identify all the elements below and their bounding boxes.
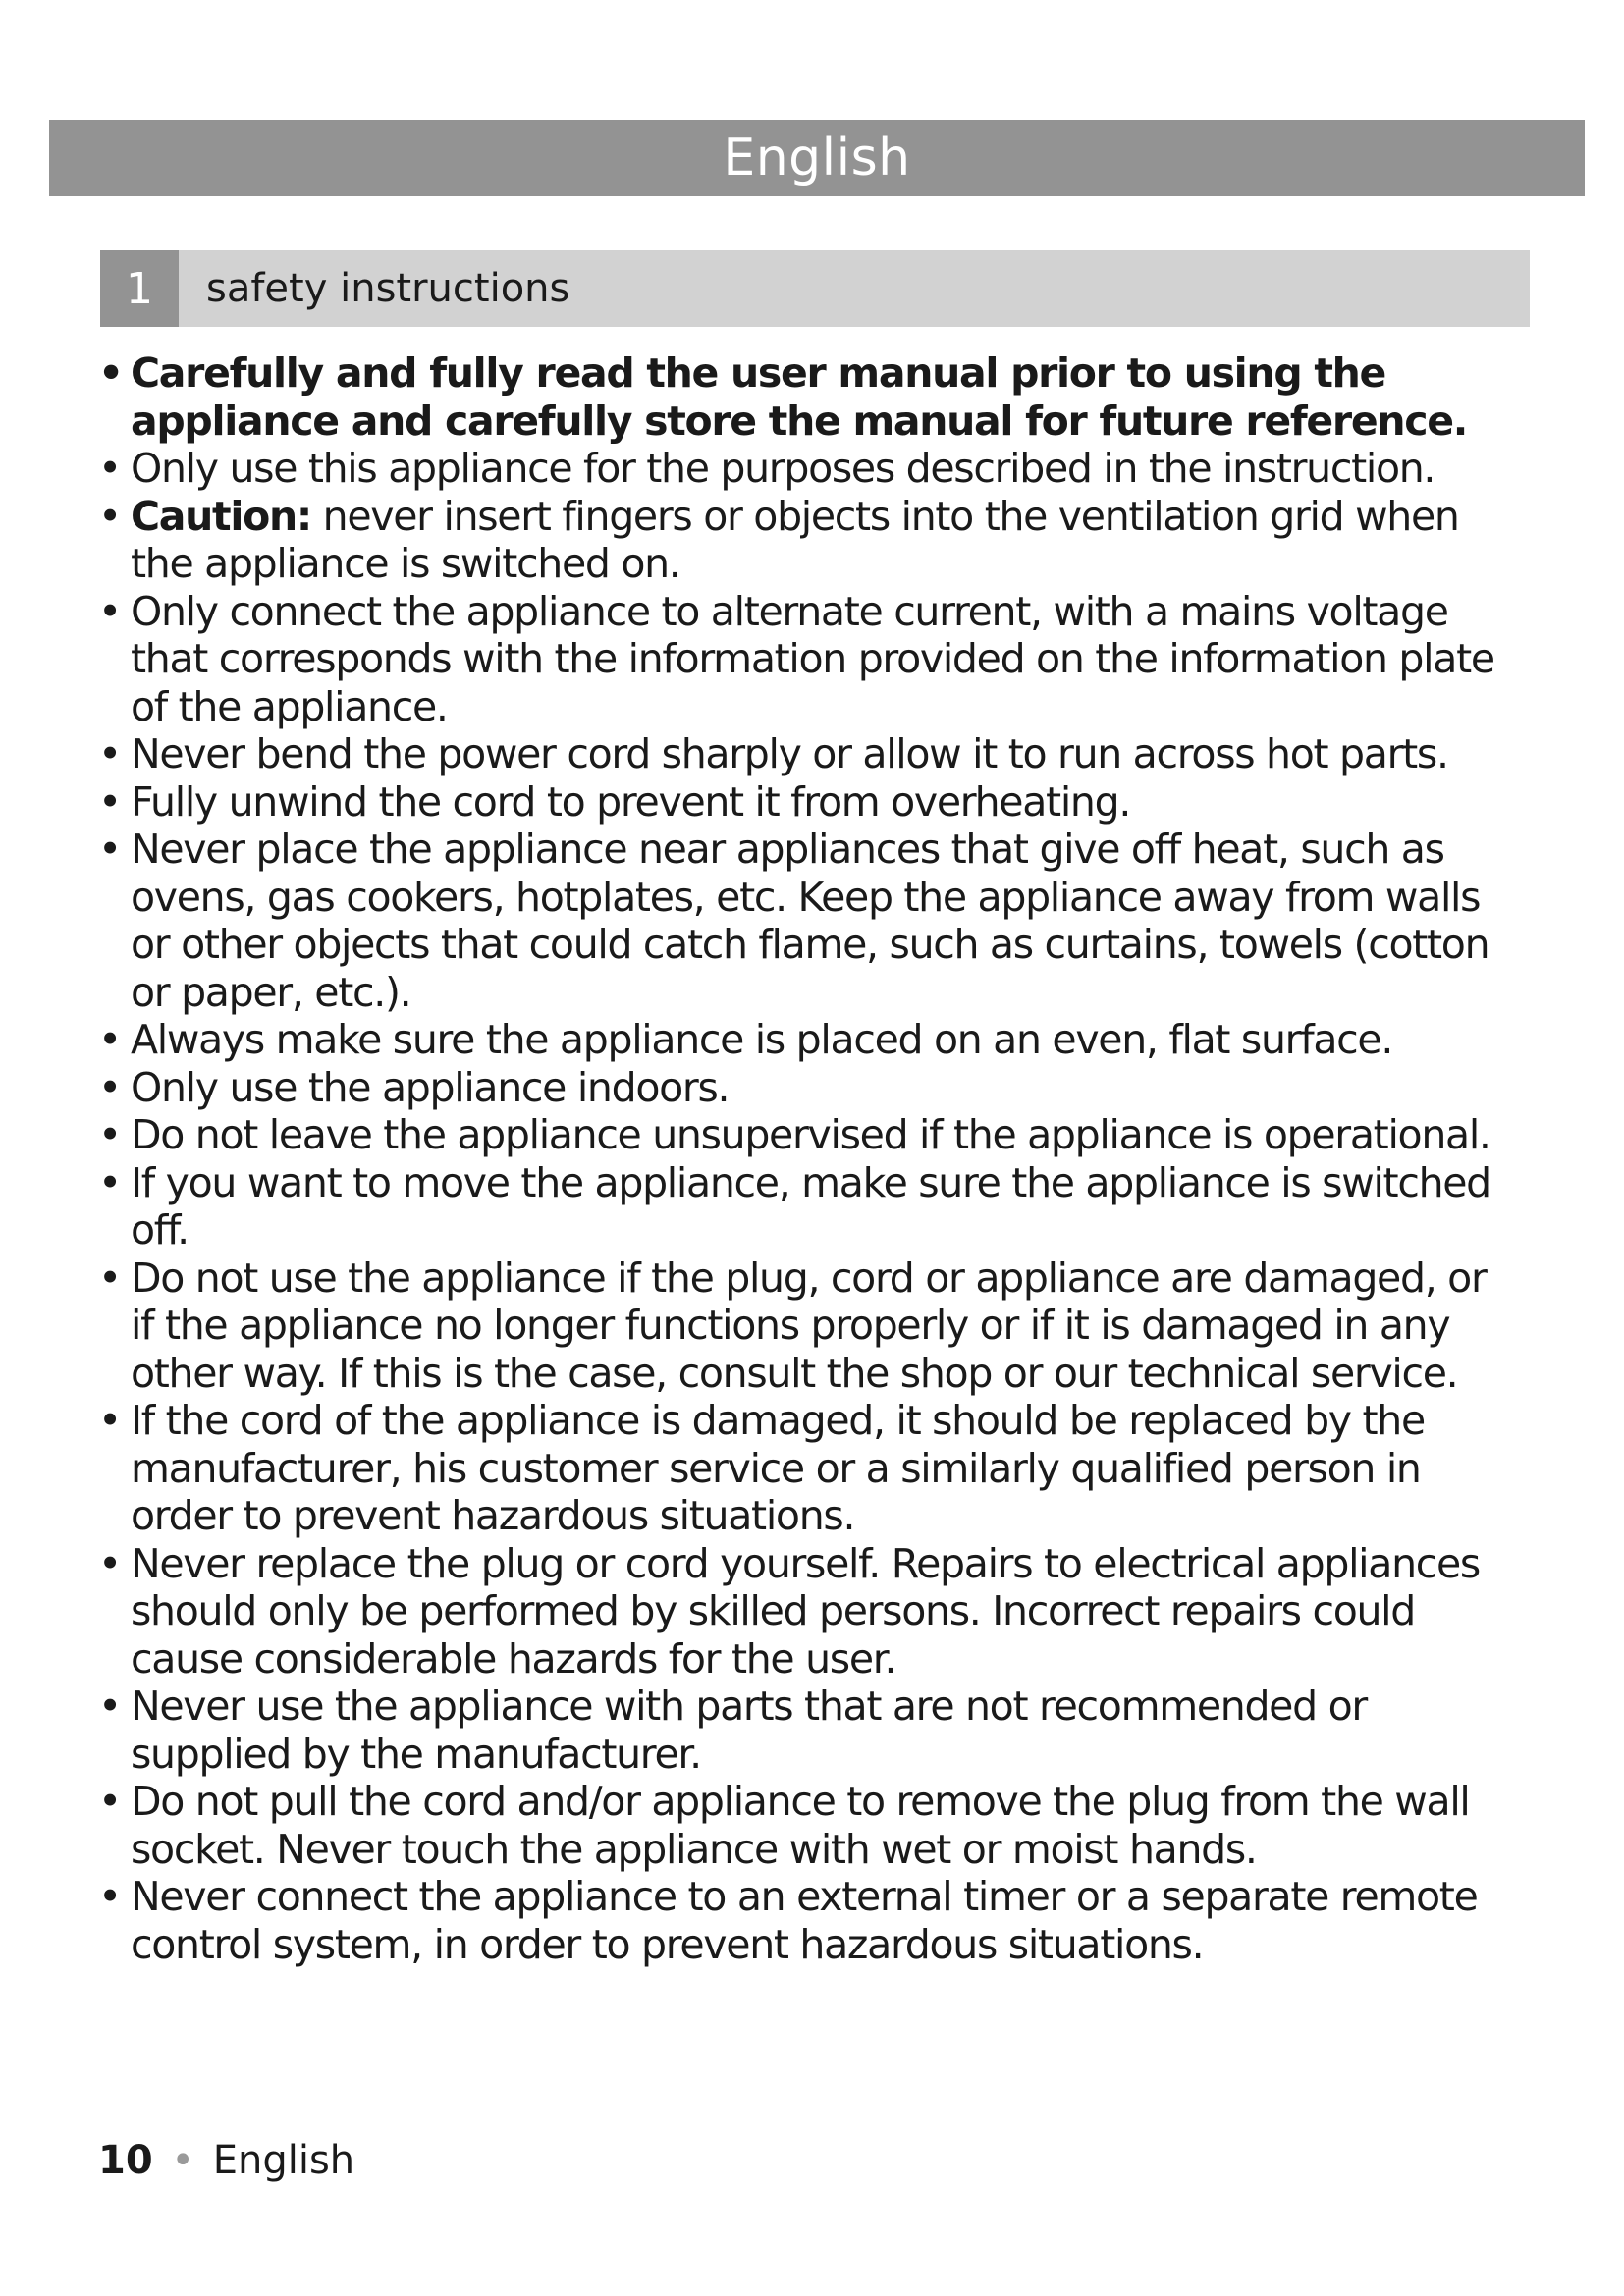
bullet-icon: •: [98, 492, 121, 540]
instruction-text: Do not pull the cord and/or appliance to remove the plug from the wall socket. Never touch the appliance with wet or moist hands.: [131, 1778, 1470, 1873]
bullet-icon: •: [98, 1682, 121, 1730]
instruction-item: [98, 1682, 1512, 1778]
instruction-item: [98, 1873, 1512, 1968]
instruction-item: [98, 445, 1512, 493]
instruction-text: Only use the appliance indoors.: [131, 1063, 730, 1111]
bullet-icon: •: [98, 1016, 121, 1063]
instruction-text: Do not leave the appliance unsupervised if the appliance is operational.: [131, 1111, 1490, 1158]
bullet-icon: •: [98, 587, 121, 635]
safety-instructions-list: [98, 349, 1512, 1968]
bullet-icon: •: [98, 1111, 121, 1158]
language-banner-title: English: [723, 129, 911, 187]
section-title: safety instructions: [206, 266, 570, 311]
instruction-bold-text: Caution:: [131, 492, 311, 540]
instruction-item: [98, 778, 1512, 827]
instruction-item: [98, 493, 1512, 588]
bullet-icon: •: [98, 826, 121, 873]
instruction-item: [98, 1159, 1512, 1255]
bullet-icon: •: [98, 730, 121, 777]
bullet-icon: •: [98, 1254, 121, 1302]
instruction-item: [98, 1064, 1512, 1112]
instruction-text: If the cord of the appliance is damaged, it should be replaced by the manufacturer, his customer service or a similarly qualified person in order to prevent hazardous situations.: [131, 1397, 1425, 1539]
section-number: 1: [100, 250, 179, 327]
instruction-text: Never place the appliance near appliances that give off heat, such as ovens, gas cookers, hotplates, etc. Keep the appliance away from walls or other objects that could catch flame, such as curtains, towels (cotton or paper, etc.).: [131, 826, 1489, 1016]
instruction-text: Never replace the plug or cord yourself. Repairs to electrical appliances should only be performed by skilled persons. Incorrect repairs could cause considerable hazards for the user.: [131, 1539, 1480, 1682]
instruction-text: Fully unwind the cord to prevent it from overheating.: [131, 777, 1131, 826]
instruction-item: [98, 588, 1512, 731]
instruction-item: [98, 730, 1512, 778]
bullet-icon: •: [98, 777, 121, 826]
bullet-icon: •: [98, 1397, 121, 1444]
instruction-item: [98, 1111, 1512, 1159]
instruction-text: Only connect the appliance to alternate current, with a mains voltage that corresponds with the information provided on the information plate of the appliance.: [131, 587, 1494, 730]
bullet-icon: •: [98, 349, 123, 397]
page-footer: [98, 2138, 354, 2183]
instruction-text: Never use the appliance with parts that are not recommended or supplied by the manufacturer.: [131, 1682, 1367, 1778]
instruction-item: [98, 1016, 1512, 1064]
footer-language: English: [212, 2138, 355, 2183]
page-number: 10: [98, 2138, 153, 2183]
bullet-icon: •: [98, 1873, 121, 1920]
instruction-item: [98, 1397, 1512, 1540]
instruction-item: [98, 1255, 1512, 1398]
instruction-text: Never connect the appliance to an external timer or a separate remote control system, in order to prevent hazardous situations.: [131, 1873, 1478, 1968]
bullet-icon: •: [98, 1778, 121, 1825]
instruction-item: [98, 1540, 1512, 1683]
language-banner: [49, 120, 1585, 196]
bullet-icon: •: [98, 1063, 121, 1111]
instruction-text: Only use this appliance for the purposes described in the instruction.: [131, 445, 1435, 492]
instruction-text: Never bend the power cord sharply or allow it to run across hot parts.: [131, 730, 1448, 777]
instruction-text: never insert fingers or objects into the ventilation grid when the appliance is switched on.: [131, 492, 1459, 587]
footer-separator: •: [171, 2138, 194, 2183]
bullet-icon: •: [98, 1158, 121, 1206]
bullet-icon: •: [98, 445, 121, 492]
instruction-item: [98, 826, 1512, 1016]
instruction-item: [98, 1778, 1512, 1873]
section-header: [100, 250, 1530, 327]
instruction-item: [98, 349, 1512, 445]
instruction-bold-text: Carefully and fully read the user manual prior to using the appliance and carefully store the manual for future reference.: [131, 349, 1468, 445]
instruction-text: Do not use the appliance if the plug, cord or appliance are damaged, or if the appliance no longer functions properly or if it is damaged in any other way. If this is the case, consult the shop or our technical service.: [131, 1254, 1487, 1397]
instruction-text: Always make sure the appliance is placed on an even, flat surface.: [131, 1016, 1393, 1063]
bullet-icon: •: [98, 1539, 121, 1587]
instruction-text: If you want to move the appliance, make sure the appliance is switched off.: [131, 1158, 1490, 1254]
